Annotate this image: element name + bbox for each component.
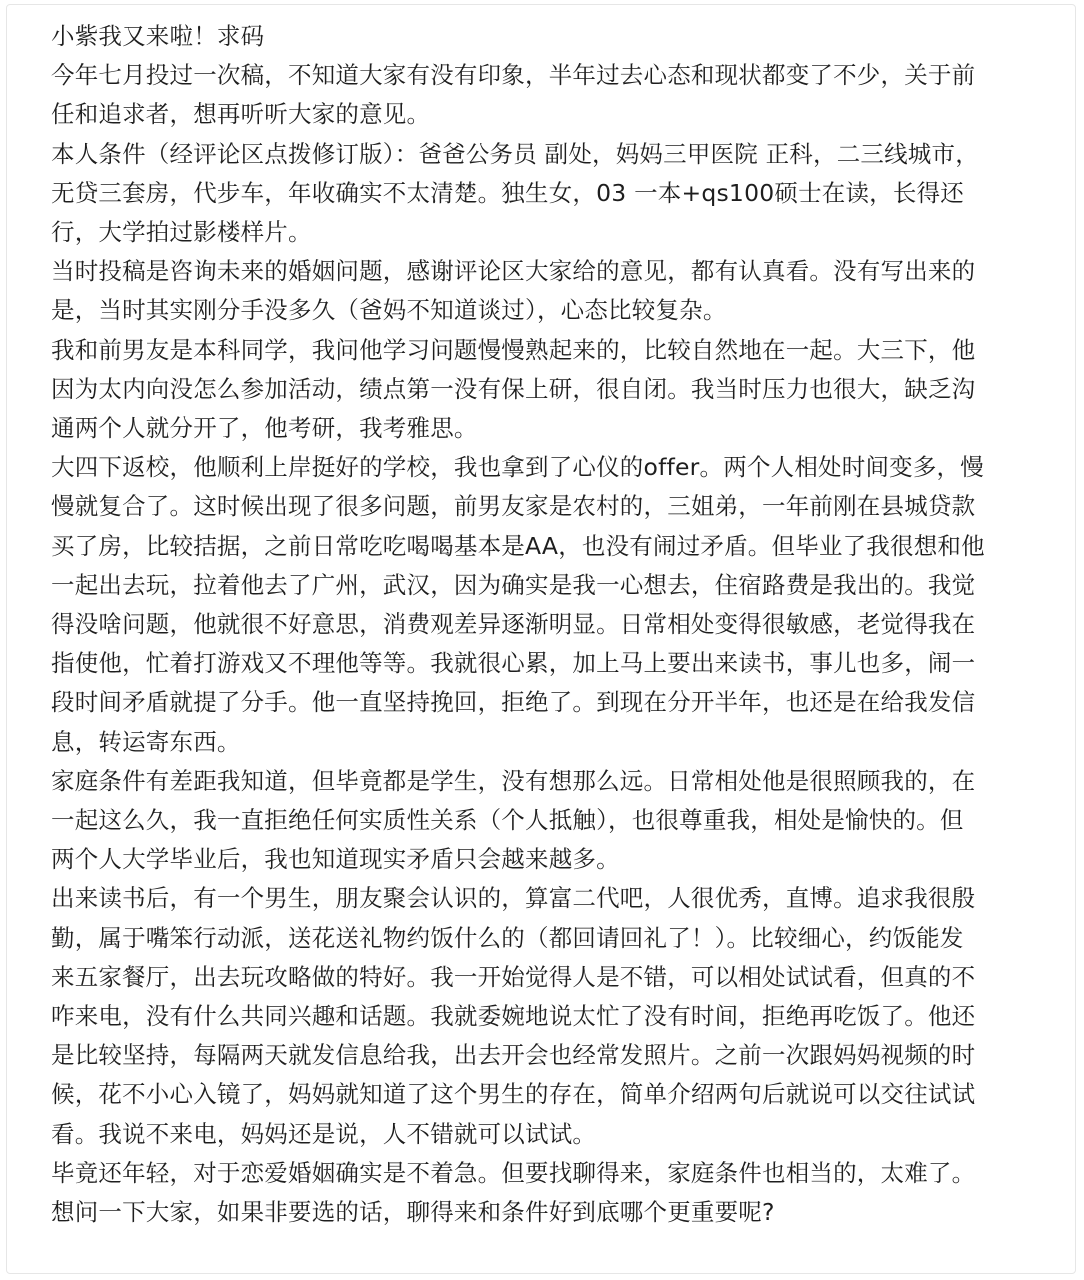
text-line: 段时间矛盾就提了分手。他一直坚持挽回，拒绝了。到现在分开半年，也还是在给我发信 [51, 688, 976, 717]
text-line: 想问一下大家，如果非要选的话，聊得来和条件好到底哪个更重要呢? [51, 1198, 775, 1227]
text-line: 是，当时其实刚分手没多久（爸妈不知道谈过），心态比较复杂。 [51, 296, 727, 325]
text-line: 通两个人就分开了，他考研，我考雅思。 [51, 414, 478, 443]
text-line: 当时投稿是咨询未来的婚姻问题，感谢评论区大家给的意见，都有认真看。没有写出来的 [51, 257, 976, 286]
text-line: 买了房，比较拮据，之前日常吃吃喝喝基本是AA，也没有闹过矛盾。但毕业了我很想和他 [51, 531, 985, 560]
text-line: 两个人大学毕业后，我也知道现实矛盾只会越来越多。 [51, 845, 620, 874]
text-line: 今年七月投过一次稿，不知道大家有没有印象，半年过去心态和现状都变了不少，关于前 [51, 61, 976, 90]
text-line: 来五家餐厅，出去玩攻略做的特好。我一开始觉得人是不错，可以相处试试看，但真的不 [51, 962, 976, 991]
text-line: 一起出去玩，拉着他去了广州，武汉，因为确实是我一心想去，住宿路费是我出的。我觉 [51, 570, 976, 599]
text-line: 得没啥问题，他就很不好意思，消费观差异逐渐明显。日常相处变得很敏感，老觉得我在 [51, 610, 976, 639]
text-line: 小紫我又来啦！求码 [51, 22, 265, 50]
text-line: 看。我说不来电，妈妈还是说，人不错就可以试试。 [51, 1119, 597, 1148]
text-line: 无贷三套房，代步车，年收确实不太清楚。独生女，03 一本+qs100硕士在读，长得还 [51, 178, 964, 207]
text-line: 候，花不小心入镜了，妈妈就知道了这个男生的存在，简单介绍两句后就说可以交往试试 [51, 1080, 976, 1109]
text-line: 任和追求者，想再听听大家的意见。 [51, 100, 431, 129]
text-line: 勤，属于嘴笨行动派，送花送礼物约饭什么的（都回请回礼了！）。比较细心，约饭能发 [51, 923, 964, 952]
text-line: 咋来电，没有什么共同兴趣和话题。我就委婉地说太忙了没有时间，拒绝再吃饭了。他还 [51, 1002, 976, 1031]
document-body [51, 17, 1041, 1232]
text-line: 大四下返校，他顺利上岸挺好的学校，我也拿到了心仪的offer。两个人相处时间变多，慢 [51, 453, 984, 482]
text-line: 一起这么久，我一直拒绝任何实质性关系（个人抵触），也很尊重我，相处是愉快的。但 [51, 806, 964, 835]
text-line: 指使他，忙着打游戏又不理他等等。我就很心累，加上马上要出来读书，事儿也多，闹一 [51, 649, 976, 678]
text-line: 家庭条件有差距我知道，但毕竟都是学生，没有想那么远。日常相处他是很照顾我的，在 [51, 766, 976, 795]
text-line: 行，大学拍过影楼样片。 [51, 218, 312, 247]
text-line: 本人条件（经评论区点拨修订版）：爸爸公务员 副处，妈妈三甲医院 正科，二三线城市， [51, 139, 979, 168]
text-line: 我和前男友是本科同学，我问他学习问题慢慢熟起来的，比较自然地在一起。大三下，他 [51, 335, 976, 364]
text-line: 是比较坚持，每隔两天就发信息给我，出去开会也经常发照片。之前一次跟妈妈视频的时 [51, 1041, 976, 1070]
text-line: 毕竟还年轻，对于恋爱婚姻确实是不着急。但要找聊得来，家庭条件也相当的，太难了。 [51, 1158, 976, 1187]
text-line: 慢就复合了。这时候出现了很多问题，前男友家是农村的，三姐弟，一年前刚在县城贷款 [51, 492, 976, 521]
text-line: 息，转运寄东西。 [51, 727, 241, 756]
text-line: 出来读书后，有一个男生，朋友聚会认识的，算富二代吧，人很优秀，直博。追求我很殷 [51, 884, 976, 913]
text-line: 因为太内向没怎么参加活动，绩点第一没有保上研，很自闭。我当时压力也很大，缺乏沟 [51, 374, 976, 403]
